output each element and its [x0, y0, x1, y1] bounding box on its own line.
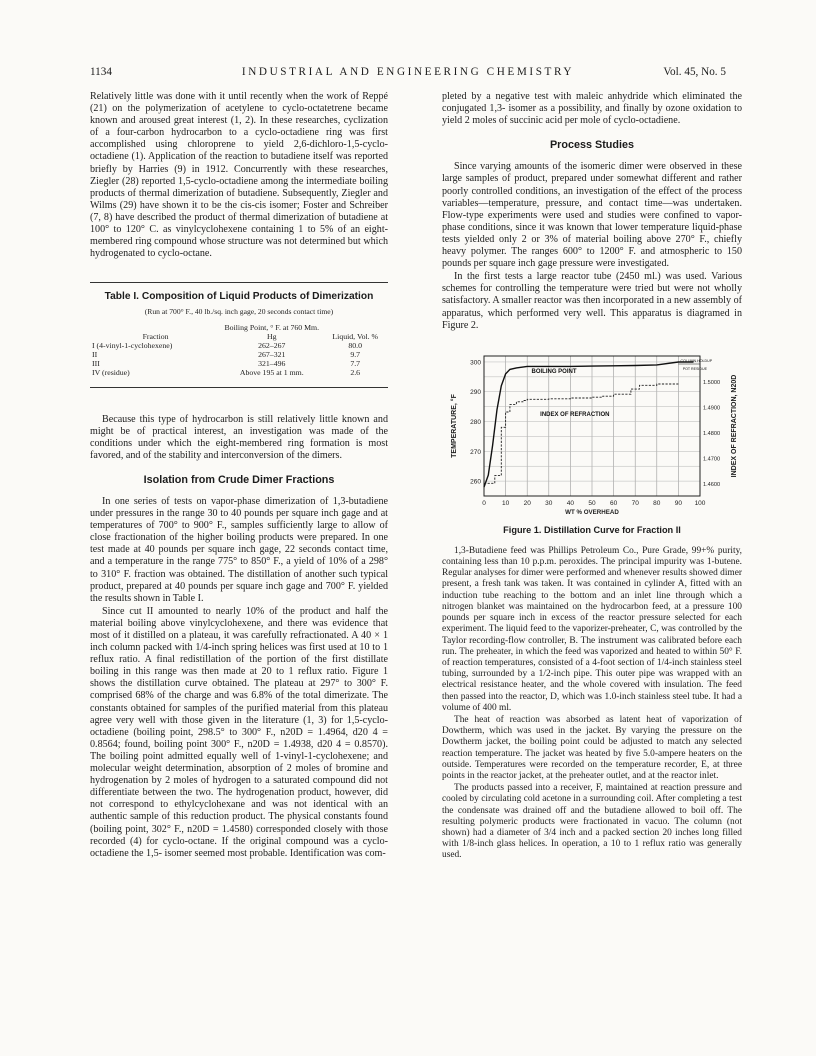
y2-axis-label: INDEX OF REFRACTION, N20D — [731, 374, 738, 478]
table-header-cell: Liquid, Vol. % — [332, 331, 379, 341]
y-tick-label: 290 — [470, 388, 481, 396]
table-cell: 2.6 — [350, 367, 361, 377]
y2-tick-label: 1.4900 — [703, 405, 721, 412]
table-row — [90, 341, 388, 350]
process-paragraph-2: In the first tests a large reactor tube (2450 ml.) was used. Various schemes for controlling the temperature were tried but were not wholly satisfactory. A smaller reactor was then incorporated in a new assembly of apparatus, which performed very well. This apparatus is diagramed in Figure 2. — [442, 271, 742, 331]
table-cell: IV (residue) — [92, 367, 130, 377]
x-tick-label: 50 — [588, 499, 596, 507]
x-tick-label: 70 — [631, 499, 639, 507]
table-1 — [90, 282, 388, 387]
y2-tick-label: 1.4600 — [703, 481, 721, 488]
figure-1 — [442, 348, 742, 536]
table-cell: I (4-vinyl-1-cyclohexene) — [92, 340, 173, 350]
running-header — [90, 66, 726, 82]
annotation-boiling-point: BOILING POINT — [531, 368, 577, 375]
left-column — [90, 91, 388, 861]
y-tick-label: 270 — [470, 448, 481, 456]
x-tick-label: 60 — [609, 499, 618, 507]
table-header-row — [90, 323, 388, 341]
y2-tick-label: 1.4700 — [703, 456, 721, 463]
table-header-cell: Fraction — [142, 331, 169, 341]
boiling-point-line — [484, 362, 694, 487]
page-number: 1134 — [90, 66, 112, 78]
table-row — [90, 368, 388, 377]
x-tick-label: 90 — [674, 499, 683, 507]
table-body — [90, 323, 388, 377]
distillation-chart — [442, 348, 742, 518]
x-tick-label: 0 — [482, 499, 486, 507]
annotation-column-holdup: COLUMN HOLDUP — [680, 358, 713, 363]
table-cell: 80.0 — [348, 340, 363, 350]
y2-tick-label: 1.4800 — [703, 430, 721, 437]
right-column — [442, 91, 742, 863]
table-cell: 7.7 — [350, 358, 361, 368]
table-cell: 267–321 — [258, 349, 286, 359]
table-header-cell: Boiling Point, ° F. at 760 Mm. Hg — [224, 322, 320, 341]
x-tick-label: 80 — [653, 499, 661, 507]
x-axis-label: WT % OVERHEAD — [565, 508, 619, 516]
isolation-paragraph-2: Since cut II amounted to nearly 10% of the product and half the material boiling above vinylcyclohexene, and there was evidence that most of it distilled on a plateau, it was carefully refractionated. A 40 × 1 inch column packed with 1/4-inch spring helices was first used at 10 to 1 reflux ratio. A final redistillation of the portion of the first distillate boiling in this range was then made at 20 to 1 reflux ratio. Figure 1 shows the distillation curve obtained. The plateau at 297° to 300° F. comprised 68% of the charge and was 6.8% of the total dimerizate. The constants obtained for samples of the purified material from this plateau agree very well with those given in the literature (1, 3) for 1,5-cyclo-octadiene (boiling point, 298.5° to 300° F., n20D = 1.4964, d20 4 = 0.8564; found, boiling point 300° F., n20D = 1.4938, d20 4 = 0.8570). The boiling point admitted equally well of 1-vinyl-1-cyclohexene; and molecular weight determination, absorption of 2 moles of bromine and hydrogenation by 2 moles of hydrogen to a saturated compound did not differentiate between the two. The hydrogenation product, however, did not correspond to ethylcyclohexane and was not identical with an authentic sample of this reduction product. The physical constants found (boiling point, 302° F., n20D = 1.4580) corresponded closely with those recorded (4) for cyclo-octane. If the original compound was a cyclo-octadiene the 1,5- isomer seemed most probable. Identification was com- — [90, 605, 388, 859]
table-cell: Above 195 at 1 mm. — [239, 367, 304, 377]
y-axis-label: TEMPERATURE, °F — [451, 393, 458, 458]
table-cell: 262–267 — [258, 340, 286, 350]
table-cell: II — [92, 349, 98, 359]
table-cell: 9.7 — [350, 349, 361, 359]
section-heading-isolation: Isolation from Crude Dimer Fractions — [143, 473, 335, 486]
table-cell: III — [92, 358, 100, 368]
isolation-paragraph-1: In one series of tests on vapor-phase dimerization of 1,3-butadiene under pressures in the range 30 to 40 pounds per square inch gage and at temperatures of 700° to 900° F., samples sufficiently large to allow of close fractionation of the higher boiling products were prepared. In one test made at 40 pounds per square inch gage, 22 seconds contact time, and a temperature in the range 775° to 850° F., a yield of 10% of a 298° to 310° F. fraction was obtained. The distillation of another such typical product, prepared at 40 pounds per square inch gage and 700° F. yielded the results shown in Table I. — [90, 495, 388, 604]
table-subtitle: (Run at 700° F., 40 lb./sq. inch gage, 20 seconds contact time) — [144, 307, 334, 317]
x-tick-label: 40 — [566, 499, 575, 507]
intro-paragraph-2: Because this type of hydrocarbon is still relatively little known and might be of practical interest, an investigation was made of the conditions under which the eight-membered ring formation is most favored, and of the stability and interconversion of the dimers. — [90, 413, 388, 461]
table-title: Table I. Composition of Liquid Products of Dimerization — [104, 291, 374, 303]
y-tick-label: 280 — [470, 418, 481, 426]
annotation-pot-residue: POT RESIDUE — [682, 366, 708, 371]
x-tick-label: 100 — [694, 499, 706, 507]
x-tick-label: 20 — [523, 499, 531, 507]
x-tick-label: 10 — [501, 499, 510, 507]
feed-paragraph-1: 1,3-Butadiene feed was Phillips Petroleum Co., Pure Grade, 99+% purity, containing less than 10 p.p.m. peroxides. The principal impurity was 1-butene. Regular analyses for dimer were performed and whenever results showed dimer present, a fresh tank was taken. It was contained in cylinder A, fitted with an induction tube reaching to the bottom and an inlet line through which a nitrogen blanket was maintained on the hydrocarbon feed, at a pressure 100 pounds per square inch in excess of the reactor pressure selected for each experiment. The liquid feed to the vaporizer-preheater, C, was controlled by the Taylor recording-flow controller, B. The instrument was calibrated before each run. The preheater, in which the feed was vaporized and heated to within 50° F. of reaction temperatures, consisted of a 4-foot section of 1/4-inch stainless steel tubing, surrounded by a 1/2-inch pipe. This outer pipe was wrapped with an electrical resistance heater, and the whole covered with insulation. The feed then passed into the reactor, D, which was 1.0-inch stainless steel tube. It had a volume of 400 ml. — [442, 545, 742, 713]
volume-info: Vol. 45, No. 5 — [663, 66, 726, 78]
y-tick-label: 300 — [470, 359, 481, 367]
refraction-index-line — [484, 384, 678, 483]
process-paragraph-1: Since varying amounts of the isomeric dimer were observed in these large samples of product, prepared under somewhat different and rather poorly controlled conditions, an investigation of the effect of the process variables—temperature, pressure, and contact time—was undertaken. Flow-type experiments were used and studies were confined to vapor-phase conditions, since it was known that lower temperature liquid-phase tests yielded only 2 or 3% of material boiling above 270° F., chiefly heavy polymer. The ranges 600° to 1200° F. and atmospheric to 150 pounds per square inch gage pressure were investigated. — [442, 161, 742, 270]
section-heading-process: Process Studies — [549, 139, 634, 152]
y2-tick-label: 1.5000 — [703, 379, 721, 386]
intro-paragraph-1: Relatively little was done with it until recently when the work of Reppé (21) on the polymerization of acetylene to cyclo-octatetrene became known and aroused great interest (1, 2). In these researches, cyclization of a four-carbon hydrocarbon to a cyclo-octadiene ring was first accomplished using chloroprene to yield 2,6-dichloro-1,5-cyclo-octadiene (1). Application of the reaction to butadiene itself was reported briefly by Harries (9) in 1912. Concurrently with these researches, Ziegler (28) reported 1,5-cyclo-octadiene among the intermediate boiling products of thermal dimerization of butadiene. Subsequently, Ziegler and Wilms (29) have shown it to be the cis-cis isomer; Foster and Schreiber (7, 8) have described the product of thermal dimerization of butadiene at 100° to 120° C. as vinylcyclohexene containing 1 to 5% of an eight-membered ring compound whose structure was not determined but which hydrogenated to cyclo-octane. — [90, 91, 388, 260]
continued-paragraph: pleted by a negative test with maleic anhydride which eliminated the conjugated 1,3- isomer as a possibility, and finally by ozone oxidation to yield 2 moles of succinic acid per mole of cyclo-octadiene. — [442, 91, 742, 127]
table-row — [90, 359, 388, 368]
y-tick-label: 260 — [470, 478, 481, 486]
annotation-refraction: INDEX OF REFRACTION — [540, 411, 610, 418]
figure-caption: Figure 1. Distillation Curve for Fraction II — [503, 524, 681, 535]
table-row — [90, 350, 388, 359]
table-cell: 321–496 — [258, 358, 286, 368]
feed-paragraph-3: The products passed into a receiver, F, maintained at reaction pressure and cooled by circulating cold acetone in a surrounding coil. After completing a test the condensate was drained off and the butadiene allowed to boil off. The resulting polymeric products were fractionated in vacuo. The column (not shown) had a diameter of 3/4 inch and a packed section 20 inches long filled with 1/8-inch glass helices. In operation, a 10 to 1 reflux ratio was generally used. — [442, 783, 742, 861]
x-tick-label: 30 — [545, 499, 553, 507]
feed-paragraph-2: The heat of reaction was absorbed as latent heat of vaporization of Dowtherm, which was used in the jacket. By varying the pressure on the Dowtherm jacket, the boiling point could be adjusted to match any selected reaction temperature. The jacket was heated by five 5.0-ampere heaters on the outside. Temperatures were recorded on the temperature recorder, E, at three points in the reactor jacket, at the preheater outlet, and at the reactor inlet. — [442, 714, 742, 781]
journal-title: INDUSTRIAL AND ENGINEERING CHEMISTRY — [241, 66, 575, 78]
